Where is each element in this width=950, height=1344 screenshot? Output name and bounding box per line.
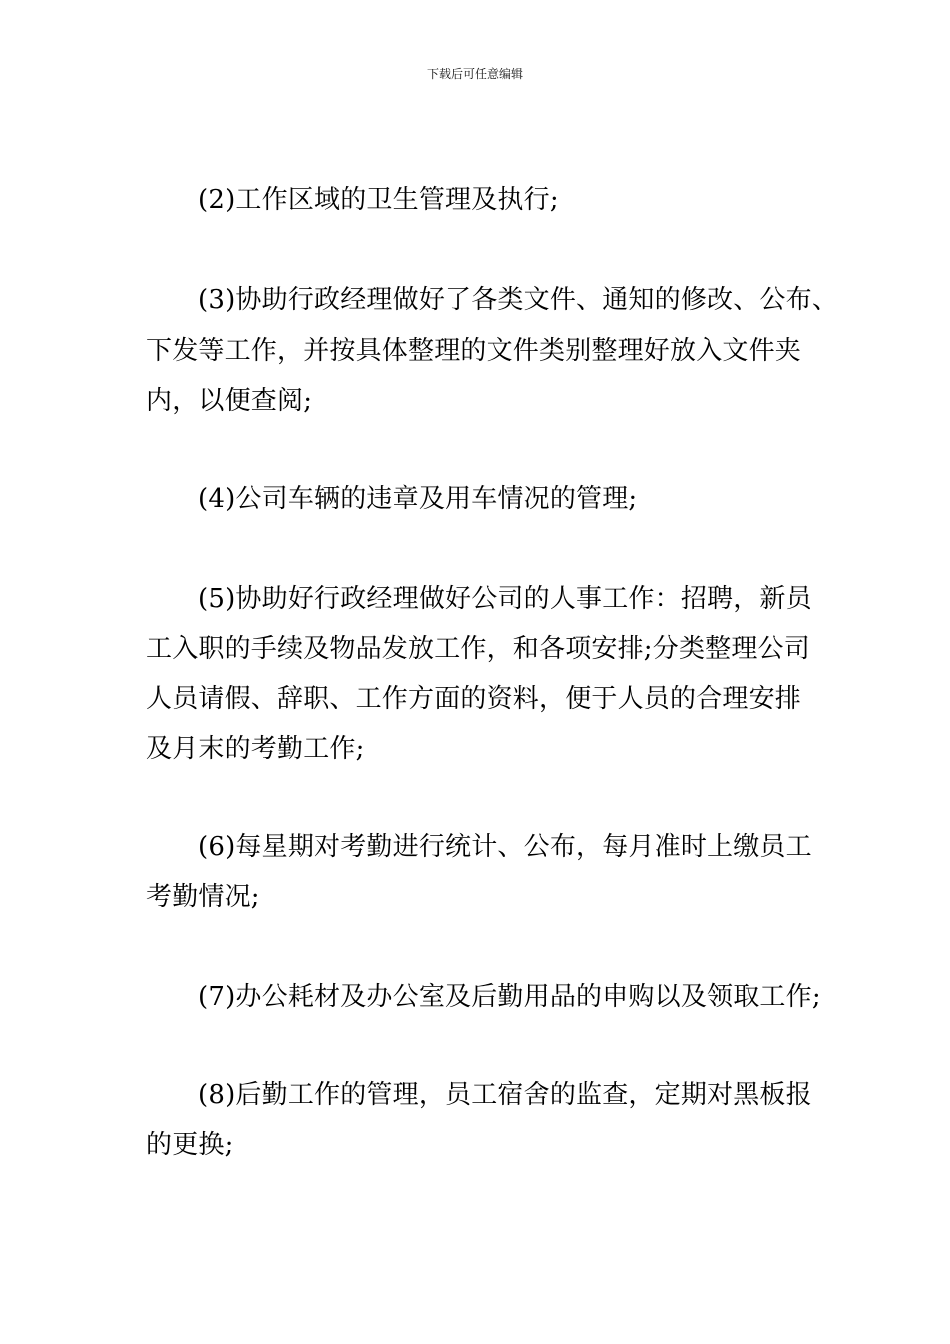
paragraph-line: 的更换;: [146, 1130, 234, 1160]
paragraph-line: (6)每星期对考勤进行统计、公布，每月准时上缴员工: [198, 832, 812, 862]
paragraph-line: 人员请假、辞职、工作方面的资料，便于人员的合理安排: [146, 684, 802, 714]
page-header-note: 下载后可任意编辑: [426, 67, 523, 81]
paragraph-line: (8)后勤工作的管理，员工宿舍的监查，定期对黑板报: [198, 1080, 812, 1110]
paragraph-line: 及月末的考勤工作;: [146, 734, 365, 764]
paragraph-line: 考勤情况;: [146, 882, 260, 912]
paragraph-line: (2)工作区域的卫生管理及执行;: [198, 185, 559, 215]
paragraph-line: (4)公司车辆的违章及用车情况的管理;: [198, 484, 638, 514]
paragraph-line: (5)协助好行政经理做好公司的人事工作：招聘，新员: [198, 584, 812, 614]
paragraph-line: 下发等工作，并按具体整理的文件类别整理好放入文件夹: [146, 336, 802, 366]
paragraph-line: 工入职的手续及物品发放工作，和各项安排;分类整理公司: [146, 634, 810, 664]
paragraph-line: (3)协助行政经理做好了各类文件、通知的修改、公布、: [198, 285, 839, 315]
paragraph-line: 内，以便查阅;: [146, 386, 313, 416]
paragraph-line: (7)办公耗材及办公室及后勤用品的申购以及领取工作;: [198, 982, 821, 1012]
